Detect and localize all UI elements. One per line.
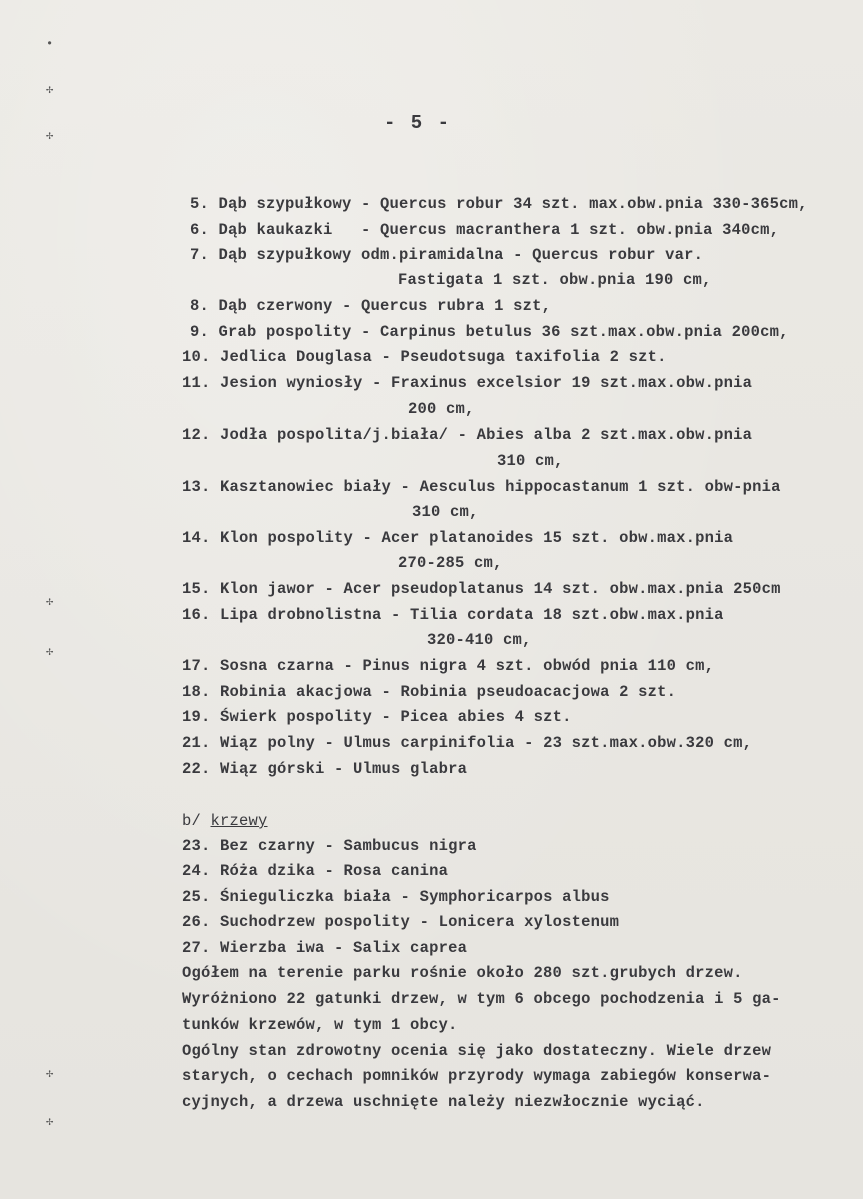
- punch-hole-mark: ✢: [46, 129, 54, 143]
- list-item: 26. Suchodrzew pospolity - Lonicera xylostenum: [182, 913, 620, 931]
- list-item: 16. Lipa drobnolistna - Tilia cordata 18 szt.obw.max.pnia: [182, 606, 724, 624]
- summary-line: cyjnych, a drzewa uschnięte należy niezwłocznie wyciąć.: [182, 1093, 705, 1111]
- list-item: 23. Bez czarny - Sambucus nigra: [182, 837, 477, 855]
- list-item: 25. Śnieguliczka biała - Symphoricarpos albus: [182, 888, 610, 906]
- list-item: 22. Wiąz górski - Ulmus glabra: [182, 760, 468, 778]
- section-heading: b/ krzewy: [182, 812, 268, 830]
- punch-hole-mark: ✢: [46, 595, 54, 609]
- list-item: 8. Dąb czerwony - Quercus rubra 1 szt,: [190, 297, 552, 315]
- list-item-continuation: 310 cm,: [412, 503, 479, 521]
- list-item: 17. Sosna czarna - Pinus nigra 4 szt. obwód pnia 110 cm,: [182, 657, 715, 675]
- list-item: 11. Jesion wyniosły - Fraxinus excelsior 19 szt.max.obw.pnia: [182, 374, 753, 392]
- list-item: 13. Kasztanowiec biały - Aesculus hippocastanum 1 szt. obw-pnia: [182, 478, 781, 496]
- list-item: 5. Dąb szypułkowy - Quercus robur 34 szt. max.obw.pnia 330-365cm,: [190, 195, 808, 213]
- punch-hole-mark: ✢: [46, 645, 54, 659]
- list-item: 12. Jodła pospolita/j.biała/ - Abies alba 2 szt.max.obw.pnia: [182, 426, 753, 444]
- punch-hole-mark: •: [46, 37, 54, 51]
- list-item: 18. Robinia akacjowa - Robinia pseudoacacjowa 2 szt.: [182, 683, 677, 701]
- list-item: 27. Wierzba iwa - Salix caprea: [182, 939, 468, 957]
- punch-hole-mark: ✢: [46, 83, 54, 97]
- summary-line: Ogólny stan zdrowotny ocenia się jako dostateczny. Wiele drzew: [182, 1042, 772, 1060]
- list-item: 14. Klon pospolity - Acer platanoides 15 szt. obw.max.pnia: [182, 529, 734, 547]
- list-item: 24. Róża dzika - Rosa canina: [182, 862, 449, 880]
- list-item: 21. Wiąz polny - Ulmus carpinifolia - 23 szt.max.obw.320 cm,: [182, 734, 753, 752]
- list-item-continuation: 320-410 cm,: [427, 631, 532, 649]
- summary-line: tunków krzewów, w tym 1 obcy.: [182, 1016, 458, 1034]
- page-number: - 5 -: [384, 112, 452, 134]
- summary-line: Ogółem na terenie parku rośnie około 280 szt.grubych drzew.: [182, 964, 743, 982]
- punch-hole-mark: ✢: [46, 1115, 54, 1129]
- list-item: 19. Świerk pospolity - Picea abies 4 szt.: [182, 708, 572, 726]
- summary-line: starych, o cechach pomników przyrody wymaga zabiegów konserwa-: [182, 1067, 772, 1085]
- list-item: 6. Dąb kaukazki - Quercus macranthera 1 szt. obw.pnia 340cm,: [190, 221, 780, 239]
- list-item-continuation: 310 cm,: [497, 452, 564, 470]
- summary-line: Wyróżniono 22 gatunki drzew, w tym 6 obcego pochodzenia i 5 ga-: [182, 990, 781, 1008]
- punch-hole-mark: ✢: [46, 1067, 54, 1081]
- list-item: 7. Dąb szypułkowy odm.piramidalna - Quercus robur var.: [190, 246, 704, 264]
- list-item-continuation: 200 cm,: [408, 400, 475, 418]
- list-item: 9. Grab pospolity - Carpinus betulus 36 szt.max.obw.pnia 200cm,: [190, 323, 789, 341]
- list-item-continuation: Fastigata 1 szt. obw.pnia 190 cm,: [398, 271, 712, 289]
- list-item-continuation: 270-285 cm,: [398, 554, 503, 572]
- list-item: 10. Jedlica Douglasa - Pseudotsuga taxifolia 2 szt.: [182, 348, 667, 366]
- list-item: 15. Klon jawor - Acer pseudoplatanus 14 szt. obw.max.pnia 250cm: [182, 580, 781, 598]
